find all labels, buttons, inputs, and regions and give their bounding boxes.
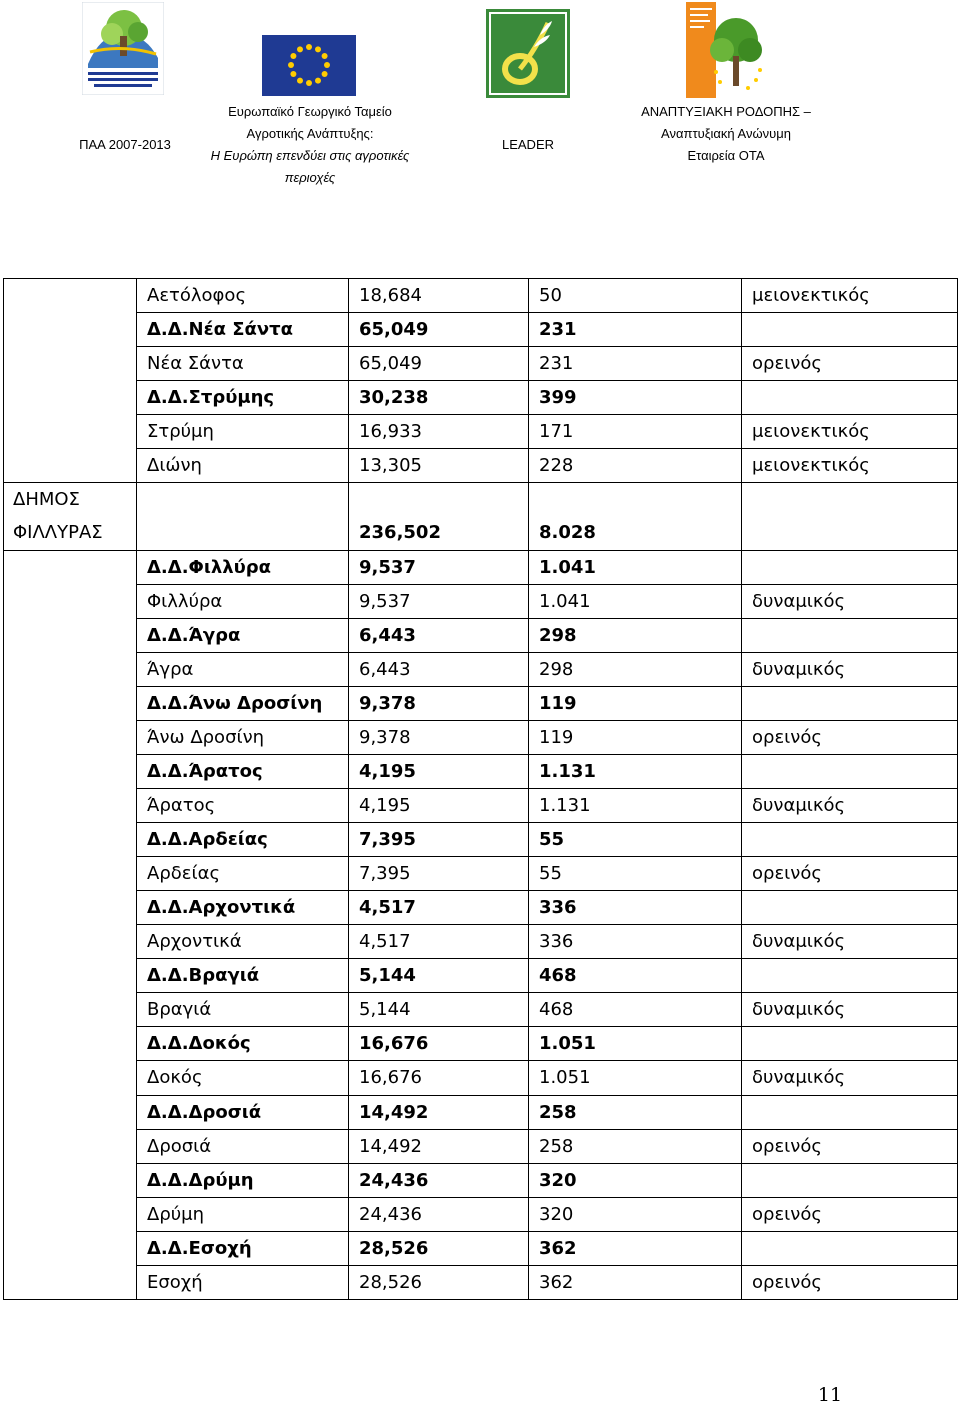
- population-cell: 1.041: [529, 550, 742, 584]
- area-cell: 9,537: [349, 550, 529, 584]
- table-row: [4, 584, 958, 618]
- table-row-total: [4, 1163, 958, 1197]
- category-cell: μειονεκτικός: [742, 279, 958, 313]
- eafrd-caption: [190, 101, 430, 189]
- category-cell: μειονεκτικός: [742, 415, 958, 449]
- category-cell: δυναμικός: [742, 993, 958, 1027]
- settlement-name-cell: Στρύμη: [137, 415, 349, 449]
- area-cell: 5,144: [349, 993, 529, 1027]
- area-cell: 236,502: [349, 516, 529, 550]
- area-cell: 4,517: [349, 925, 529, 959]
- table-row-total: [4, 516, 958, 550]
- company-line-2: Αναπτυξιακή Ανώνυμη: [661, 126, 791, 141]
- category-cell: δυναμικός: [742, 925, 958, 959]
- category-cell: δυναμικός: [742, 1061, 958, 1095]
- settlement-name-cell: Δρύμη: [137, 1197, 349, 1231]
- population-cell: 171: [529, 415, 742, 449]
- table-row: [4, 1129, 958, 1163]
- category-cell: [742, 891, 958, 925]
- table-row: [4, 415, 958, 449]
- area-cell: 65,049: [349, 347, 529, 381]
- population-cell: 298: [529, 652, 742, 686]
- settlement-name-cell: Δ.Δ.Βραγιά: [137, 959, 349, 993]
- settlement-name-cell: Δ.Δ.Δρύμη: [137, 1163, 349, 1197]
- table-row-total: [4, 959, 958, 993]
- population-cell: [529, 483, 742, 517]
- settlement-name-cell: Εσοχή: [137, 1265, 349, 1299]
- category-cell: ορεινός: [742, 347, 958, 381]
- settlement-name-cell: Δ.Δ.Αρδείας: [137, 823, 349, 857]
- category-cell: δυναμικός: [742, 584, 958, 618]
- category-cell: [742, 823, 958, 857]
- area-cell: 9,378: [349, 720, 529, 754]
- eafrd-line-1: Ευρωπαϊκό Γεωργικό Ταμείο: [228, 104, 392, 119]
- population-cell: 320: [529, 1163, 742, 1197]
- category-cell: [742, 550, 958, 584]
- area-cell: 9,537: [349, 584, 529, 618]
- category-cell: [742, 313, 958, 347]
- area-cell: 13,305: [349, 449, 529, 483]
- population-cell: 336: [529, 891, 742, 925]
- population-cell: 231: [529, 347, 742, 381]
- population-cell: 55: [529, 823, 742, 857]
- area-cell: 14,492: [349, 1095, 529, 1129]
- area-cell: 14,492: [349, 1129, 529, 1163]
- population-cell: 8.028: [529, 516, 742, 550]
- settlement-name-cell: Δ.Δ.Φιλλύρα: [137, 550, 349, 584]
- area-cell: 16,933: [349, 415, 529, 449]
- population-cell: 1.051: [529, 1027, 742, 1061]
- area-cell: 30,238: [349, 381, 529, 415]
- leader-logo: [486, 9, 570, 98]
- settlement-name-cell: [137, 483, 349, 517]
- population-cell: 468: [529, 959, 742, 993]
- area-cell: 24,436: [349, 1163, 529, 1197]
- population-cell: 298: [529, 618, 742, 652]
- company-line-1: ΑΝΑΠΤΥΞΙΑΚΗ ΡΟΔΟΠΗΣ –: [641, 104, 811, 119]
- table-row: [4, 925, 958, 959]
- anaptyxiaki-rodopis-logo: [686, 2, 770, 98]
- table-row-total: [4, 381, 958, 415]
- eafrd-line-2: Αγροτικής Ανάπτυξης:: [246, 126, 374, 141]
- settlement-name-cell: Δ.Δ.Εσοχή: [137, 1231, 349, 1265]
- area-cell: 65,049: [349, 313, 529, 347]
- category-cell: ορεινός: [742, 1197, 958, 1231]
- table-row: [4, 1265, 958, 1299]
- table-row-total: [4, 483, 958, 517]
- area-cell: 16,676: [349, 1027, 529, 1061]
- population-cell: 258: [529, 1129, 742, 1163]
- population-cell: 320: [529, 1197, 742, 1231]
- settlement-name-cell: Δ.Δ.Νέα Σάντα: [137, 313, 349, 347]
- area-cell: 24,436: [349, 1197, 529, 1231]
- area-cell: 16,676: [349, 1061, 529, 1095]
- area-cell: 4,195: [349, 754, 529, 788]
- settlement-name-cell: Νέα Σάντα: [137, 347, 349, 381]
- table-row: [4, 449, 958, 483]
- category-cell: [742, 483, 958, 517]
- eafrd-line-3: Η Ευρώπη επενδύει στις αγροτικές: [210, 148, 410, 163]
- settlement-name-cell: Δ.Δ.Δροσιά: [137, 1095, 349, 1129]
- population-cell: 119: [529, 686, 742, 720]
- settlement-name-cell: Αετόλοφος: [137, 279, 349, 313]
- population-cell: 362: [529, 1231, 742, 1265]
- category-cell: [742, 686, 958, 720]
- area-cell: 6,443: [349, 618, 529, 652]
- population-cell: 1.051: [529, 1061, 742, 1095]
- population-cell: 228: [529, 449, 742, 483]
- population-cell: 50: [529, 279, 742, 313]
- table-row-total: [4, 891, 958, 925]
- population-cell: 362: [529, 1265, 742, 1299]
- table-row: [4, 993, 958, 1027]
- category-cell: [742, 959, 958, 993]
- settlement-name-cell: Δ.Δ.Άρατος: [137, 754, 349, 788]
- settlement-name-cell: Άρατος: [137, 788, 349, 822]
- dimos-empty-cell: [4, 550, 137, 1300]
- settlement-name-cell: Δ.Δ.Άγρα: [137, 618, 349, 652]
- population-cell: 231: [529, 313, 742, 347]
- table-row: [4, 1061, 958, 1095]
- dimos-line-2: ΦΙΛΛΥΡΑΣ: [13, 522, 103, 544]
- table-row-total: [4, 618, 958, 652]
- category-cell: [742, 1027, 958, 1061]
- dimos-empty-cell: [4, 279, 137, 483]
- category-cell: [742, 1163, 958, 1197]
- table-row-total: [4, 1231, 958, 1265]
- population-cell: 336: [529, 925, 742, 959]
- population-cell: 468: [529, 993, 742, 1027]
- table-row: [4, 279, 958, 313]
- settlement-name-cell: Αρχοντικά: [137, 925, 349, 959]
- table-row: [4, 652, 958, 686]
- category-cell: δυναμικός: [742, 788, 958, 822]
- category-cell: [742, 1231, 958, 1265]
- eu-flag-logo: [262, 35, 356, 96]
- table-row: [4, 857, 958, 891]
- area-cell: [349, 483, 529, 517]
- settlements-table: [3, 278, 958, 1300]
- area-cell: 7,395: [349, 857, 529, 891]
- dimos-label-cell: [4, 483, 137, 550]
- settlement-name-cell: Αρδείας: [137, 857, 349, 891]
- pda-2007-2013-logo: [82, 2, 164, 95]
- settlement-name-cell: Φιλλύρα: [137, 584, 349, 618]
- category-cell: [742, 618, 958, 652]
- dimos-line-1: ΔΗΜΟΣ: [13, 489, 80, 511]
- settlement-name-cell: Δ.Δ.Άνω Δροσίνη: [137, 686, 349, 720]
- area-cell: 9,378: [349, 686, 529, 720]
- table-row-total: [4, 823, 958, 857]
- settlement-name-cell: Δ.Δ.Αρχοντικά: [137, 891, 349, 925]
- category-cell: [742, 1095, 958, 1129]
- leader-caption: LEADER: [501, 137, 555, 152]
- population-cell: 399: [529, 381, 742, 415]
- population-cell: 1.131: [529, 788, 742, 822]
- category-cell: ορεινός: [742, 720, 958, 754]
- program-code: ΠΑΑ 2007-2013: [79, 137, 171, 152]
- table-row-total: [4, 1027, 958, 1061]
- table-row: [4, 720, 958, 754]
- settlement-name-cell: [137, 516, 349, 550]
- population-cell: 119: [529, 720, 742, 754]
- table-row-total: [4, 686, 958, 720]
- table-row-total: [4, 313, 958, 347]
- area-cell: 28,526: [349, 1265, 529, 1299]
- category-cell: ορεινός: [742, 1265, 958, 1299]
- category-cell: ορεινός: [742, 857, 958, 891]
- table-row: [4, 1197, 958, 1231]
- area-cell: 4,517: [349, 891, 529, 925]
- table-row-total: [4, 550, 958, 584]
- population-cell: 1.041: [529, 584, 742, 618]
- category-cell: δυναμικός: [742, 652, 958, 686]
- page-number: 11: [817, 1384, 843, 1406]
- area-cell: 28,526: [349, 1231, 529, 1265]
- company-caption: [610, 101, 842, 167]
- table-row: [4, 788, 958, 822]
- table-row-total: [4, 754, 958, 788]
- eafrd-line-4: περιοχές: [284, 170, 336, 185]
- area-cell: 6,443: [349, 652, 529, 686]
- table-row-total: [4, 1095, 958, 1129]
- category-cell: [742, 381, 958, 415]
- area-cell: 18,684: [349, 279, 529, 313]
- area-cell: 7,395: [349, 823, 529, 857]
- settlement-name-cell: Δροσιά: [137, 1129, 349, 1163]
- population-cell: 258: [529, 1095, 742, 1129]
- category-cell: μειονεκτικός: [742, 449, 958, 483]
- settlement-name-cell: Άγρα: [137, 652, 349, 686]
- category-cell: [742, 754, 958, 788]
- area-cell: 5,144: [349, 959, 529, 993]
- table-row: [4, 347, 958, 381]
- settlement-name-cell: Διώνη: [137, 449, 349, 483]
- company-line-3: Εταιρεία ΟΤΑ: [687, 148, 765, 163]
- category-cell: ορεινός: [742, 1129, 958, 1163]
- settlement-name-cell: Άνω Δροσίνη: [137, 720, 349, 754]
- settlement-name-cell: Δοκός: [137, 1061, 349, 1095]
- category-cell: [742, 516, 958, 550]
- settlement-name-cell: Βραγιά: [137, 993, 349, 1027]
- area-cell: 4,195: [349, 788, 529, 822]
- population-cell: 1.131: [529, 754, 742, 788]
- settlement-name-cell: Δ.Δ.Δοκός: [137, 1027, 349, 1061]
- settlement-name-cell: Δ.Δ.Στρύμης: [137, 381, 349, 415]
- population-cell: 55: [529, 857, 742, 891]
